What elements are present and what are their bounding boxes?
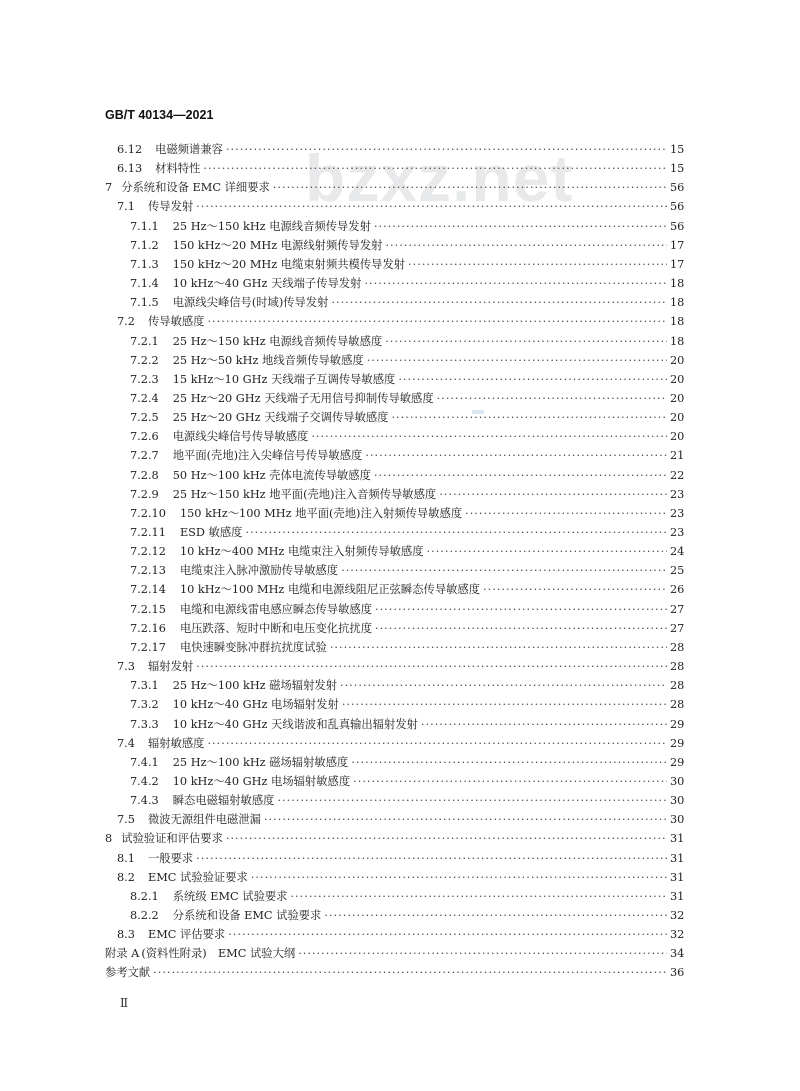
toc-entry[interactable] <box>130 754 684 772</box>
toc-leader-dots <box>342 696 667 714</box>
toc-entry-page: 28 <box>670 640 685 654</box>
toc-entry-number: 7.2.11 <box>130 526 166 539</box>
toc-entry[interactable] <box>130 639 684 657</box>
toc-entry-title: 材料特性 <box>155 162 201 176</box>
toc-entry-page: 20 <box>670 353 685 367</box>
toc-entry-page: 23 <box>670 487 685 501</box>
toc-leader-dots <box>391 409 667 427</box>
toc-entry-title: EMC 评估要求 <box>147 928 226 942</box>
toc-entry-number: 7.2.16 <box>130 621 166 635</box>
toc-entry-number: 7.2.13 <box>130 564 166 578</box>
toc-entry[interactable] <box>117 198 684 216</box>
toc-entry-page: 32 <box>670 928 685 942</box>
toc-entry[interactable] <box>130 486 684 504</box>
toc-entry-number: 7.2.6 <box>130 430 159 444</box>
toc-entry-title: 分系统和设备 EMC 试验要求 <box>172 909 322 922</box>
toc-entry-page: 27 <box>670 621 685 635</box>
toc-leader-dots <box>465 505 667 523</box>
toc-entry[interactable] <box>105 179 684 197</box>
toc-entry-page: 18 <box>670 334 685 348</box>
toc-entry-page: 20 <box>670 391 685 405</box>
toc-entry[interactable] <box>117 141 684 159</box>
toc-leader-dots <box>341 562 667 580</box>
toc-entry-number: 7.2.14 <box>130 583 166 597</box>
toc-entry-number: 7.2.9 <box>130 487 159 501</box>
toc-leader-dots <box>437 390 667 408</box>
toc-entry-number: 7.2.15 <box>130 602 166 616</box>
toc-entry-page: 29 <box>670 717 685 731</box>
toc-leader-dots <box>364 275 667 293</box>
toc-leader-dots <box>385 237 667 255</box>
toc-entry-number: 7.1 <box>117 200 135 214</box>
toc-entry-title: 系统级 EMC 试验要求 <box>172 889 288 903</box>
toc-entry-number: 7.1.5 <box>130 296 159 310</box>
toc-entry-page: 17 <box>670 257 685 271</box>
toc-entry[interactable] <box>130 773 684 791</box>
page-number: Ⅱ <box>120 996 129 1010</box>
toc-entry-page: 18 <box>670 296 685 310</box>
toc-entry-number: 7.2.10 <box>130 506 166 520</box>
toc-entry[interactable] <box>105 830 684 848</box>
toc-entry-title: 25 Hz～50 kHz 地线音频传导敏感度 <box>172 353 364 367</box>
toc-entry-number: 7.2.3 <box>130 372 159 386</box>
toc-leader-dots <box>196 198 667 216</box>
toc-entry-number: 7.2.5 <box>130 411 159 425</box>
toc-leader-dots <box>439 486 667 504</box>
toc-entry-page: 23 <box>670 526 685 539</box>
toc-entry-page: 25 <box>670 564 685 578</box>
toc-leader-dots <box>311 428 667 446</box>
toc-entry[interactable] <box>117 811 684 829</box>
toc-entry-number: 7.4.1 <box>130 755 159 769</box>
toc-entry-title: 电压跌落、短时中断和电压变化抗扰度 <box>179 621 372 635</box>
toc-entry[interactable] <box>117 926 684 944</box>
toc-entry-title: 150 kHz～100 MHz 地平面(壳地)注入射频传导敏感度 <box>179 506 463 520</box>
toc-entry[interactable] <box>117 658 684 676</box>
toc-entry-title: 电缆束注入脉冲激励传导敏感度 <box>179 564 339 578</box>
toc-entry-number: 7.4 <box>117 736 135 750</box>
toc-entry-number: 7.2.4 <box>130 391 159 405</box>
toc-entry-page: 36 <box>670 966 685 980</box>
toc-leader-dots <box>398 371 667 389</box>
toc-entry[interactable] <box>130 409 684 427</box>
toc-entry-page: 18 <box>670 315 685 329</box>
toc-entry[interactable] <box>130 352 684 370</box>
toc-entry-title: 一般要求 <box>147 851 194 865</box>
toc-entry-number: 7.4.2 <box>130 774 159 788</box>
toc-entry-title: 50 Hz～100 kHz 壳体电流传导敏感度 <box>172 468 371 482</box>
toc-entry[interactable] <box>117 735 684 753</box>
toc-entry-number: 7.3.3 <box>130 717 159 731</box>
toc-entry-page: 34 <box>670 947 685 961</box>
toc-leader-dots <box>330 639 667 657</box>
toc-entry-number: 7.2.8 <box>130 468 159 482</box>
toc-entry-number: 7.2.1 <box>130 334 159 348</box>
toc-entry[interactable] <box>130 888 684 906</box>
toc-entry-title: 25 Hz～150 kHz 地平面(壳地)注入音频传导敏感度 <box>172 487 437 501</box>
toc-entry-page: 30 <box>670 774 685 788</box>
toc-entry[interactable] <box>130 716 684 734</box>
toc-entry-title: 电源线尖峰信号(时域)传导发射 <box>172 296 329 310</box>
toc-leader-dots <box>153 964 667 982</box>
toc-entry-title: 电缆和电源线雷电感应瞬态传导敏感度 <box>179 602 372 616</box>
toc-entry-title: ESD 敏感度 <box>179 526 243 539</box>
toc-entry-title: 传导敏感度 <box>147 315 205 329</box>
toc-entry-title: 15 kHz～10 GHz 天线端子互调传导敏感度 <box>172 372 396 386</box>
toc-entry-page: 27 <box>670 602 685 616</box>
toc-leader-dots <box>367 352 667 370</box>
toc-entry-page: 24 <box>670 545 685 559</box>
toc-entry-page: 22 <box>670 468 685 482</box>
toc-entry-page: 20 <box>670 411 685 425</box>
toc-entry-title: 瞬态电磁辐射敏感度 <box>172 794 275 808</box>
toc-entry[interactable] <box>130 524 684 542</box>
toc-entry-title: 辐射敏感度 <box>147 736 205 750</box>
toc-leader-dots <box>483 581 667 599</box>
toc-entry-title: 150 kHz～20 MHz 电源线射频传导发射 <box>172 238 383 252</box>
toc-entry-number: 7.2.7 <box>130 449 159 463</box>
toc-entry-title: 25 Hz～150 kHz 电源线音频传导敏感度 <box>172 334 383 348</box>
toc-entry-page: 28 <box>670 679 685 693</box>
toc-entry-page: 23 <box>670 506 685 520</box>
toc-entry-page: 26 <box>670 583 685 597</box>
toc-entry[interactable] <box>117 850 684 868</box>
toc-entry[interactable] <box>130 562 684 580</box>
toc-entry-number: 7.3.1 <box>130 679 159 693</box>
toc-leader-dots <box>273 179 667 197</box>
toc-entry-title: 10 kHz～40 GHz 天线端子传导发射 <box>172 277 362 291</box>
toc-entry-title: 10 kHz～100 MHz 电缆和电源线阻尼正弦瞬态传导敏感度 <box>179 583 481 597</box>
toc-entry-title: 25 Hz～150 kHz 电源线音频传导发射 <box>172 219 371 233</box>
toc-entry-title: 150 kHz～20 MHz 电缆束射频共模传导发射 <box>172 257 406 271</box>
toc-entry[interactable] <box>117 160 684 178</box>
toc-entry-number: 附录 A <box>105 947 140 961</box>
toc-entry-page: 30 <box>670 813 685 827</box>
toc-entry-title: 10 kHz～400 MHz 电缆束注入射频传导敏感度 <box>179 545 424 559</box>
toc-entry[interactable] <box>130 907 684 925</box>
toc-entry[interactable] <box>130 696 684 714</box>
toc-entry[interactable] <box>130 218 684 236</box>
toc-entry-number: 6.12 <box>117 143 143 156</box>
toc-entry-number: 7.2.12 <box>130 545 166 559</box>
toc-leader-dots <box>290 888 667 906</box>
toc-leader-dots <box>228 926 667 944</box>
toc-entry[interactable] <box>130 677 684 695</box>
toc-leader-dots <box>374 218 667 236</box>
toc-entry-title: 地平面(壳地)注入尖峰信号传导敏感度 <box>172 449 363 463</box>
toc-leader-dots <box>203 160 667 178</box>
toc-entry[interactable] <box>130 275 684 293</box>
toc-leader-dots <box>324 907 667 925</box>
toc-entry-number: 8.2.2 <box>130 909 159 922</box>
toc-entry-number: 8.3 <box>117 928 135 942</box>
toc-entry-page: 31 <box>670 851 685 865</box>
toc-entry-page: 15 <box>670 143 685 156</box>
toc-leader-dots <box>245 524 667 542</box>
toc-leader-dots <box>277 792 667 810</box>
toc-entry-page: 20 <box>670 430 685 444</box>
toc-leader-dots <box>421 716 667 734</box>
toc-entry-title: 试验验证和评估要求 <box>121 832 223 846</box>
toc-entry-number: 8.2.1 <box>130 889 159 903</box>
toc-leader-dots <box>375 601 667 619</box>
toc-leader-dots <box>196 658 667 676</box>
toc-entry-number: 7.1.1 <box>130 219 159 233</box>
toc-entry-number: 7.2.2 <box>130 353 159 367</box>
toc-entry[interactable] <box>130 505 684 523</box>
toc-entry[interactable] <box>130 237 684 255</box>
toc-entry-title: 25 Hz～100 kHz 磁场辐射发射 <box>172 679 337 693</box>
toc-entry-title: EMC 试验验证要求 <box>147 870 248 884</box>
toc-entry-title: 电磁频谱兼容 <box>155 143 223 156</box>
toc-entry-number: 7.2.17 <box>130 640 166 654</box>
toc-entry[interactable] <box>130 390 684 408</box>
toc-leader-dots <box>226 830 667 848</box>
toc-entry-number: 7.3 <box>117 660 135 674</box>
toc-entry-number: 6.13 <box>117 162 143 176</box>
toc-entry-page: 20 <box>670 372 685 386</box>
toc-entry-page: 56 <box>670 200 685 214</box>
toc-entry-title: 10 kHz～40 GHz 电场辐射敏感度 <box>172 774 351 788</box>
toc-entry-page: 56 <box>670 181 685 195</box>
watermark: bzxz.net <box>305 141 574 215</box>
toc-entry[interactable] <box>130 581 684 599</box>
toc-entry[interactable] <box>130 333 684 351</box>
toc-leader-dots <box>226 141 667 159</box>
toc-entry-page: 17 <box>670 238 685 252</box>
toc-entry-title: 电快速瞬变脉冲群抗扰度试验 <box>179 640 327 654</box>
toc-entry-title: 10 kHz～40 GHz 电场辐射发射 <box>172 698 339 712</box>
document-header: GB/T 40134—2021 <box>105 108 214 122</box>
toc-entry[interactable] <box>130 447 684 465</box>
toc-leader-dots <box>331 294 667 312</box>
toc-leader-dots <box>298 945 667 963</box>
toc-leader-dots <box>196 850 667 868</box>
toc-leader-dots <box>340 677 667 695</box>
toc-leader-dots <box>385 333 667 351</box>
toc-entry-title: (资料性附录) EMC 试验大纲 <box>141 947 296 961</box>
toc-entry[interactable] <box>117 313 684 331</box>
toc-entry-title: 25 Hz～20 GHz 天线端子交调传导敏感度 <box>172 411 389 425</box>
toc-entry-number: 8.2 <box>117 870 135 884</box>
toc-entry[interactable] <box>130 371 684 389</box>
toc-entry-title: 分系统和设备 EMC 详细要求 <box>121 181 270 195</box>
toc-entry[interactable] <box>117 869 684 887</box>
toc-leader-dots <box>365 447 667 465</box>
toc-leader-dots <box>251 869 667 887</box>
toc-entry-page: 32 <box>670 909 685 922</box>
toc-entry[interactable] <box>130 294 684 312</box>
toc-entry-page: 30 <box>670 794 685 808</box>
toc-entry[interactable] <box>130 620 684 638</box>
toc-entry[interactable] <box>130 467 684 485</box>
toc-entry-page: 29 <box>670 755 685 769</box>
toc-entry[interactable] <box>105 964 684 982</box>
toc-entry-title: 电源线尖峰信号传导敏感度 <box>172 430 309 444</box>
toc-entry[interactable] <box>130 543 684 561</box>
toc-entry-page: 21 <box>670 449 685 463</box>
toc-entry-page: 31 <box>670 832 685 846</box>
toc-entry-page: 31 <box>670 889 685 903</box>
toc-entry-title: 25 Hz～100 kHz 磁场辐射敏感度 <box>172 755 349 769</box>
toc-entry[interactable] <box>105 945 684 963</box>
toc-entry[interactable] <box>130 601 684 619</box>
toc-entry-title: 微波无源组件电磁泄漏 <box>147 813 261 827</box>
toc-leader-dots <box>353 773 667 791</box>
toc-entry-number: 7.1.2 <box>130 238 159 252</box>
toc-entry-title: 辐射发射 <box>147 660 194 674</box>
toc-entry-title: 传导发射 <box>147 200 194 214</box>
toc-leader-dots <box>264 811 667 829</box>
toc-leader-dots <box>207 313 667 331</box>
toc-entry-number: 7.1.3 <box>130 257 159 271</box>
toc-entry-number: 8.1 <box>117 851 135 865</box>
toc-entry-page: 56 <box>670 219 685 233</box>
toc-entry[interactable] <box>130 256 684 274</box>
toc-entry-number: 7.1.4 <box>130 277 159 291</box>
toc-entry-page: 28 <box>670 698 685 712</box>
toc-entry-title: 25 Hz～20 GHz 天线端子无用信号抑制传导敏感度 <box>172 391 434 405</box>
toc-entry-page: 18 <box>670 277 685 291</box>
toc-entry-page: 31 <box>670 870 685 884</box>
toc-entry-number: 7.5 <box>117 813 135 827</box>
toc-leader-dots <box>351 754 667 772</box>
toc-entry-number: 7 <box>105 181 113 195</box>
toc-entry[interactable] <box>130 428 684 446</box>
toc-leader-dots <box>427 543 667 561</box>
toc-entry-page: 28 <box>670 660 685 674</box>
toc-entry-page: 29 <box>670 736 685 750</box>
toc-leader-dots <box>408 256 667 274</box>
toc-leader-dots <box>207 735 667 753</box>
toc-entry-number: 参考文献 <box>105 966 151 980</box>
toc-entry[interactable] <box>130 792 684 810</box>
toc-entry-number: 7.2 <box>117 315 135 329</box>
toc-entry-number: 7.3.2 <box>130 698 159 712</box>
toc-entry-page: 15 <box>670 162 685 176</box>
toc-entry-title: 10 kHz～40 GHz 天线谐波和乱真输出辐射发射 <box>172 717 418 731</box>
toc-entry-number: 8 <box>105 832 113 846</box>
toc-leader-dots <box>374 467 667 485</box>
toc-entry-number: 7.4.3 <box>130 794 159 808</box>
toc-leader-dots <box>375 620 667 638</box>
